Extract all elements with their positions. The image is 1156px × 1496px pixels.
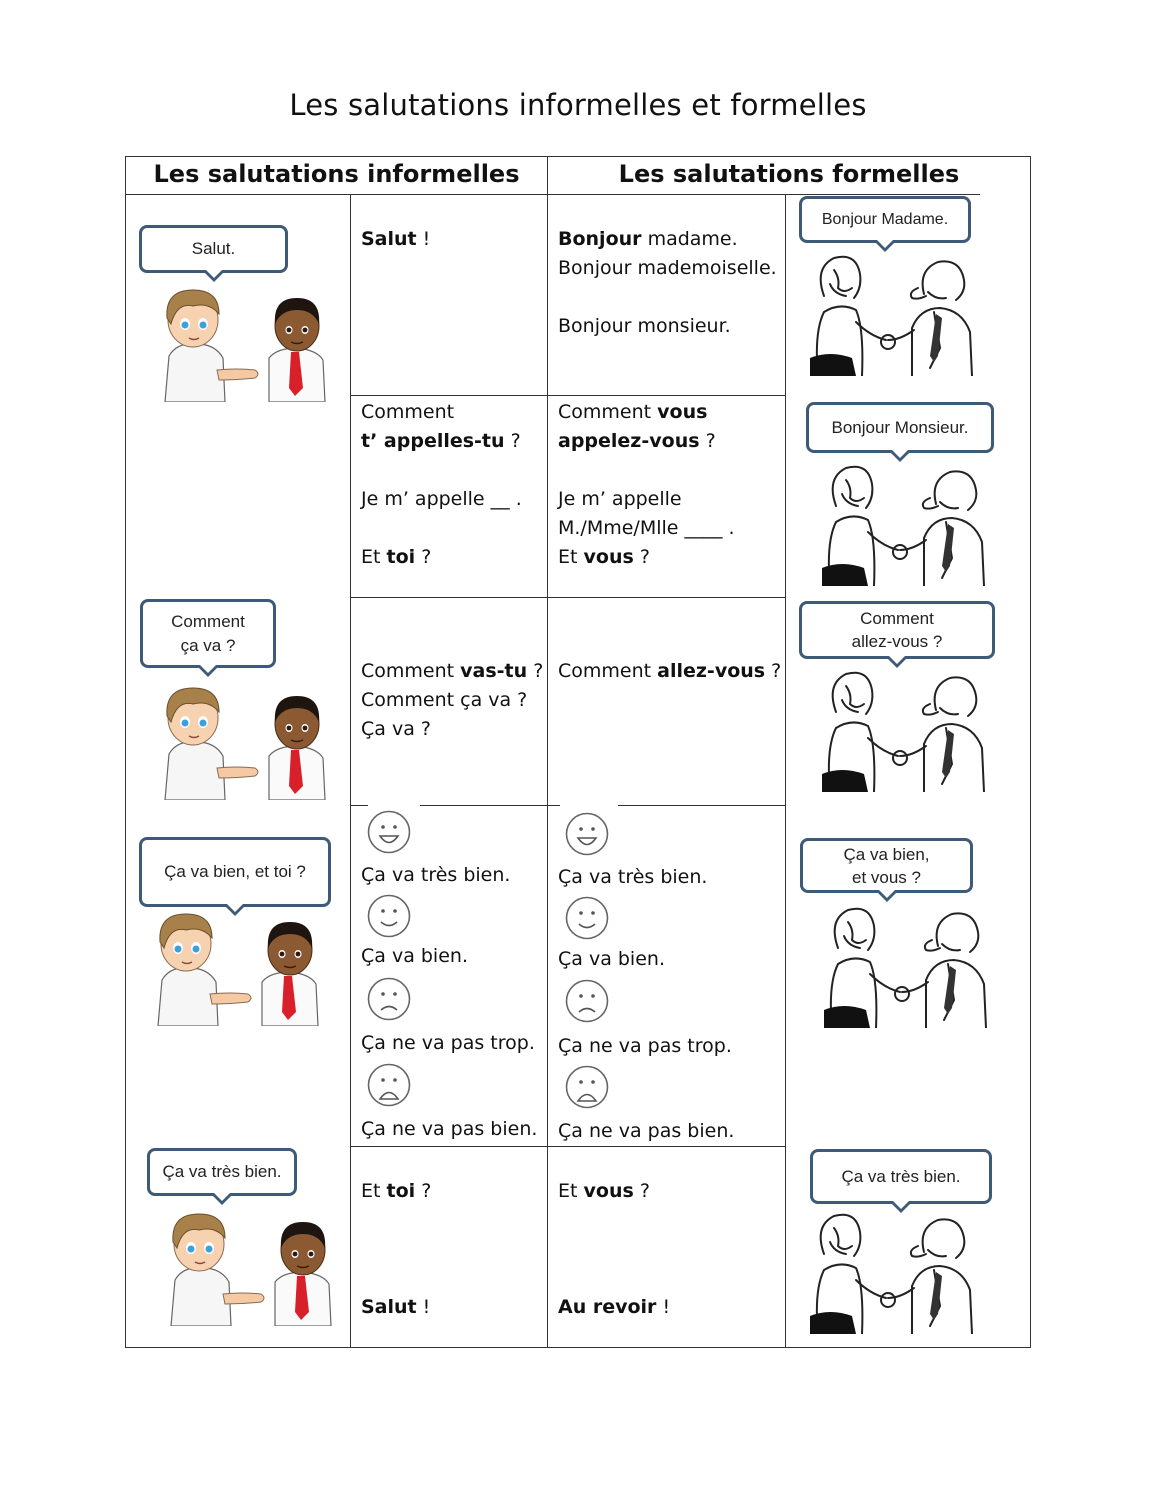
text-line bbox=[361, 427, 522, 456]
text-run: ? bbox=[527, 660, 544, 682]
text-run: ? bbox=[633, 546, 650, 568]
happy-face-icon bbox=[564, 895, 610, 941]
text-run: ! bbox=[416, 1296, 431, 1318]
text-run: Et bbox=[361, 1180, 387, 1202]
text-line bbox=[361, 225, 430, 254]
answer-text: Ça ne va pas trop. bbox=[361, 1032, 535, 1054]
cell-r1-informal bbox=[361, 225, 430, 254]
text-run: ! bbox=[656, 1296, 671, 1318]
grid-line bbox=[785, 194, 786, 1348]
grid-line bbox=[1030, 156, 1031, 1348]
text-run: vous bbox=[583, 546, 634, 568]
text-run: toi bbox=[386, 1180, 416, 1202]
grid-line bbox=[618, 805, 786, 806]
text-run: Comment bbox=[558, 660, 658, 682]
very-happy-face-icon bbox=[366, 809, 412, 855]
boys-greeting-illustration bbox=[163, 1208, 338, 1330]
text-line bbox=[361, 398, 522, 427]
text-run: Bonjour monsieur. bbox=[558, 315, 731, 337]
text-run: Et bbox=[558, 1180, 584, 1202]
text-run: Comment bbox=[361, 660, 461, 682]
text-run: ? bbox=[699, 430, 716, 452]
text-run: ? bbox=[633, 1180, 650, 1202]
cell-r3-formal bbox=[558, 657, 781, 686]
text-run: Bonjour mademoiselle. bbox=[558, 257, 777, 279]
speech-bubble: Comment allez-vous ? bbox=[799, 601, 995, 659]
grid-line bbox=[125, 1347, 1031, 1348]
answer-text: Ça va très bien. bbox=[558, 866, 708, 888]
cell-r5-formal-top bbox=[558, 1177, 650, 1206]
text-run: allez-vous bbox=[657, 660, 766, 682]
text-line bbox=[361, 514, 522, 543]
speech-bubble: Bonjour Madame. bbox=[799, 196, 971, 243]
grid-line bbox=[547, 156, 548, 1348]
adults-handshake-illustration bbox=[814, 900, 994, 1032]
answer-text: Ça ne va pas trop. bbox=[558, 1035, 732, 1057]
text-line bbox=[558, 456, 735, 485]
text-run: M./Mme/Mlle ____ . bbox=[558, 517, 735, 539]
text-run: t’ appelles-tu bbox=[361, 430, 505, 452]
very-happy-face-icon bbox=[564, 811, 610, 857]
grid-line bbox=[350, 805, 368, 806]
answer-text: Ça ne va pas bien. bbox=[558, 1120, 735, 1142]
grid-line bbox=[350, 395, 786, 396]
speech-bubble: Bonjour Monsieur. bbox=[806, 402, 994, 453]
text-line bbox=[361, 715, 543, 744]
text-run: toi bbox=[386, 546, 416, 568]
cell-r1-formal bbox=[558, 225, 777, 341]
text-line bbox=[361, 456, 522, 485]
text-line bbox=[558, 398, 735, 427]
text-run: Et bbox=[558, 546, 584, 568]
text-line bbox=[558, 657, 781, 686]
grid-line bbox=[125, 194, 980, 195]
text-run: Et bbox=[361, 546, 387, 568]
text-line bbox=[558, 514, 735, 543]
boys-greeting-illustration bbox=[157, 682, 332, 804]
answer-text: Ça va bien. bbox=[558, 948, 665, 970]
grid-line bbox=[125, 156, 1031, 157]
happy-face-icon bbox=[366, 893, 412, 939]
boys-greeting-illustration bbox=[157, 284, 332, 406]
adults-handshake-illustration bbox=[812, 664, 992, 796]
text-line bbox=[361, 657, 543, 686]
text-line bbox=[558, 543, 735, 572]
cell-r5-informal-top bbox=[361, 1177, 431, 1206]
text-line bbox=[558, 485, 735, 514]
text-run: ! bbox=[416, 228, 431, 250]
page-title: Les salutations informelles et formelles bbox=[289, 88, 867, 122]
speech-bubble: Ça va très bien. bbox=[810, 1149, 992, 1204]
speech-bubble: Ça va bien, et vous ? bbox=[800, 838, 973, 893]
grid-line bbox=[420, 805, 560, 806]
text-line bbox=[558, 254, 777, 283]
text-run: appelez-vous bbox=[558, 430, 700, 452]
speech-bubble: Ça va très bien. bbox=[147, 1148, 297, 1196]
adults-handshake-illustration bbox=[812, 458, 992, 590]
adults-handshake-illustration bbox=[800, 1206, 980, 1338]
header-informal: Les salutations informelles bbox=[153, 160, 520, 188]
speech-bubble: Salut. bbox=[139, 225, 288, 273]
header-formal: Les salutations formelles bbox=[618, 160, 960, 188]
text-run: Comment ça va ? bbox=[361, 689, 528, 711]
text-run: vous bbox=[583, 1180, 634, 1202]
text-run: Comment bbox=[361, 401, 455, 423]
text-line bbox=[558, 225, 777, 254]
sad-face-icon bbox=[366, 1062, 412, 1108]
speech-bubble: Comment ça va ? bbox=[140, 599, 276, 668]
cell-r2-informal bbox=[361, 398, 522, 572]
text-line bbox=[558, 312, 777, 341]
text-run: ? bbox=[415, 546, 432, 568]
adults-handshake-illustration bbox=[800, 248, 980, 380]
cell-r3-informal bbox=[361, 657, 543, 744]
text-line bbox=[361, 543, 522, 572]
text-run: Au revoir bbox=[558, 1296, 657, 1318]
cell-r5-formal-bottom bbox=[558, 1293, 670, 1322]
text-line bbox=[361, 485, 522, 514]
text-run: Salut bbox=[361, 1296, 417, 1318]
text-run: Bonjour bbox=[558, 228, 642, 250]
text-run: Ça va ? bbox=[361, 718, 431, 740]
text-run: ? bbox=[415, 1180, 432, 1202]
grid-line bbox=[350, 597, 786, 598]
text-run: Comment bbox=[558, 401, 658, 423]
text-run: Salut bbox=[361, 228, 417, 250]
text-run: Je m’ appelle bbox=[558, 488, 682, 510]
text-run: ? bbox=[765, 660, 782, 682]
text-run: ? bbox=[504, 430, 521, 452]
unhappy-face-icon bbox=[564, 978, 610, 1024]
answer-text: Ça va très bien. bbox=[361, 864, 511, 886]
text-run: Je m’ appelle __ . bbox=[361, 488, 522, 510]
text-line bbox=[558, 283, 777, 312]
text-run: madame. bbox=[641, 228, 738, 250]
cell-r5-informal-bottom bbox=[361, 1293, 430, 1322]
sad-face-icon bbox=[564, 1064, 610, 1110]
grid-line bbox=[350, 194, 351, 1348]
text-run: vous bbox=[657, 401, 708, 423]
cell-r2-formal bbox=[558, 398, 735, 572]
grid-line bbox=[350, 1146, 786, 1147]
grid-line bbox=[125, 156, 126, 1348]
boys-greeting-illustration bbox=[150, 908, 325, 1030]
answer-text: Ça ne va pas bien. bbox=[361, 1118, 538, 1140]
answer-text: Ça va bien. bbox=[361, 945, 468, 967]
text-run: vas-tu bbox=[460, 660, 528, 682]
speech-bubble: Ça va bien, et toi ? bbox=[139, 837, 331, 907]
text-line bbox=[558, 427, 735, 456]
text-line bbox=[361, 686, 543, 715]
unhappy-face-icon bbox=[366, 976, 412, 1022]
